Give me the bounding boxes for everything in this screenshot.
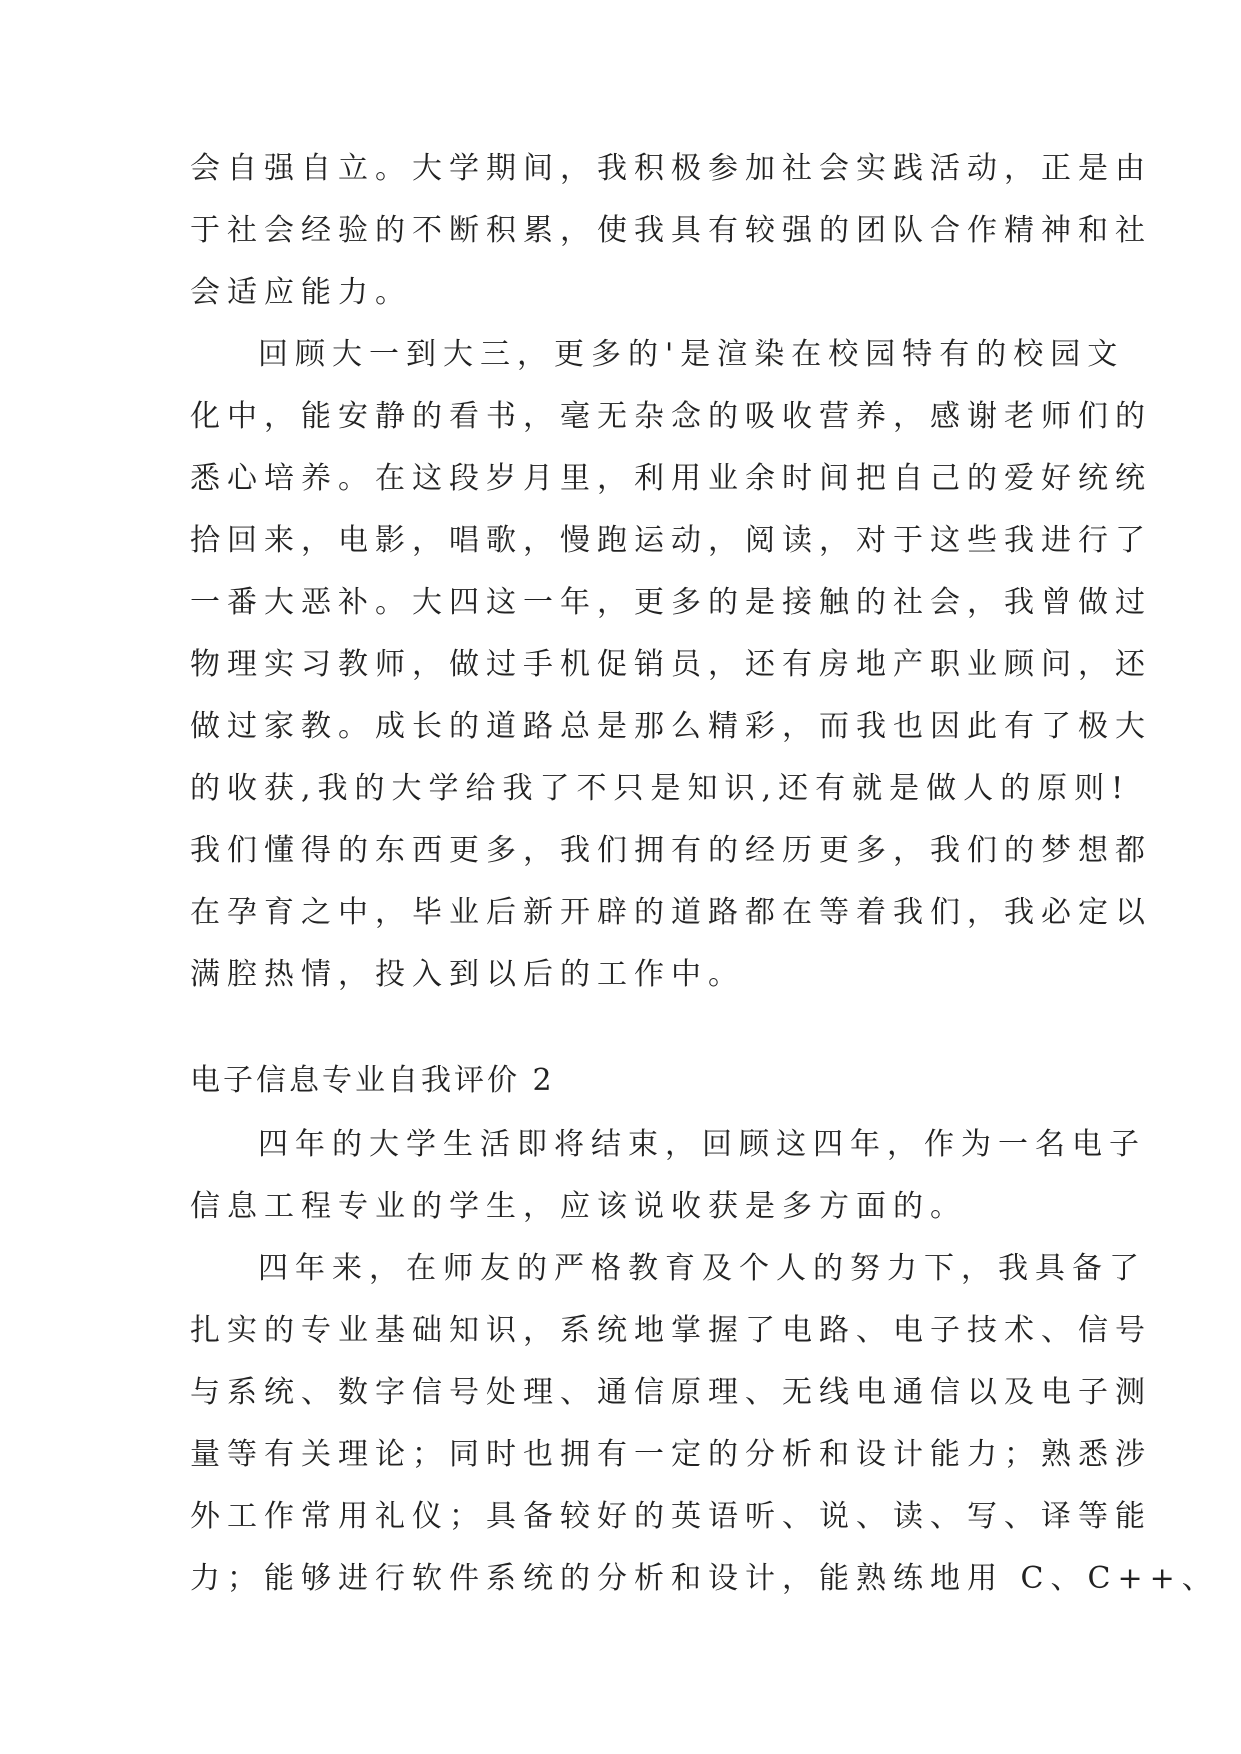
paragraph-line: 悉心培养。在这段岁月里，利用业余时间把自己的爱好统统 [190,461,1152,496]
paragraph-line: 的收获,我的大学给我了不只是知识,还有就是做人的原则! [190,771,1131,806]
paragraph-line: 做过家教。成长的道路总是那么精彩，而我也因此有了极大 [190,709,1152,744]
paragraph-line: 会自强自立。大学期间，我积极参加社会实践活动，正是由 [190,151,1152,186]
paragraph-line: 拾回来，电影，唱歌，慢跑运动，阅读，对于这些我进行了 [190,523,1152,558]
paragraph-line: 物理实习教师，做过手机促销员，还有房地产职业顾问，还 [190,647,1152,682]
paragraph-line: 会适应能力。 [190,275,412,310]
paragraph-line: 回顾大一到大三，更多的'是渲染在校园特有的校园文 [258,337,1125,372]
paragraph-line: 一番大恶补。大四这一年，更多的是接触的社会，我曾做过 [190,585,1152,620]
section-heading: 电子信息专业自我评价 2 [190,1063,555,1098]
paragraph-line: 与系统、数字信号处理、通信原理、无线电通信以及电子测 [190,1375,1152,1410]
paragraph-line: 力；能够进行软件系统的分析和设计，能熟练地用 C、C++、 [190,1561,1219,1596]
paragraph-line: 四年来，在师友的严格教育及个人的努力下，我具备了 [258,1251,1146,1286]
paragraph-line: 化中，能安静的看书，毫无杂念的吸收营养，感谢老师们的 [190,399,1152,434]
paragraph-line: 于社会经验的不断积累，使我具有较强的团队合作精神和社 [190,213,1152,248]
paragraph-line: 量等有关理论；同时也拥有一定的分析和设计能力；熟悉涉 [190,1437,1152,1472]
paragraph-line: 满腔热情，投入到以后的工作中。 [190,957,745,992]
paragraph-line: 四年的大学生活即将结束，回顾这四年，作为一名电子 [258,1127,1146,1162]
paragraph-line: 我们懂得的东西更多，我们拥有的经历更多，我们的梦想都 [190,833,1152,868]
paragraph-line: 外工作常用礼仪；具备较好的英语听、说、读、写、译等能 [190,1499,1152,1534]
paragraph-line: 在孕育之中，毕业后新开辟的道路都在等着我们，我必定以 [190,895,1152,930]
paragraph-line: 信息工程专业的学生，应该说收获是多方面的。 [190,1189,967,1224]
paragraph-line: 扎实的专业基础知识，系统地掌握了电路、电子技术、信号 [190,1313,1152,1348]
